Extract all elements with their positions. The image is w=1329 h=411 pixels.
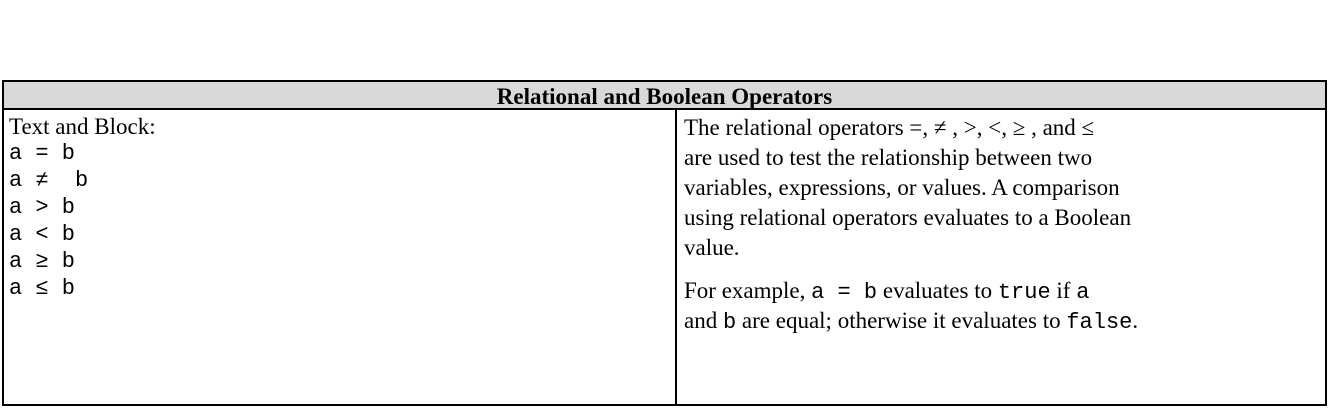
code-line-greater: a > b [9,195,76,220]
example-false-value: false [1066,310,1133,335]
example-true-value: true [997,280,1051,305]
syntax-cell [4,110,677,404]
code-line-greater-equal: a ≥ b [9,249,76,274]
example-line-2 [684,306,1325,336]
example-equal-text: are equal; otherwise it evaluates to [736,308,1067,333]
code-line-less: a < b [9,222,76,247]
syntax-label: Text and Block: [9,114,156,139]
example-var-a: a [1076,280,1090,305]
description-line: using relational operators evaluates to a Boolean [684,205,1132,230]
example-and-text: and [684,308,723,333]
example-if-text: if [1050,278,1077,303]
code-line-not-equal: a ≠ b [9,168,89,193]
description-line: The relational operators =, ≠ , >, <, ≥ , and ≤ [684,115,1095,140]
paragraph-gap [684,263,1325,276]
table-body [4,110,1325,404]
description-line: variables, expressions, or values. A comparison [684,175,1120,200]
description-line: are used to test the relationship between two [684,145,1093,170]
example-line-1 [684,276,1325,306]
example-var-b: b [722,310,737,335]
description-cell [677,110,1325,404]
example-period: . [1132,308,1139,333]
example-code-expr: a = b [811,280,878,305]
example-intro: For example, [684,278,812,303]
example-evaluates-to: evaluates to [877,278,998,303]
operators-table [2,80,1327,406]
table-title: Relational and Boolean Operators [4,82,1325,110]
description-line: value. [684,235,740,260]
code-line-less-equal: a ≤ b [9,276,76,301]
code-line-equal: a = b [9,141,76,166]
